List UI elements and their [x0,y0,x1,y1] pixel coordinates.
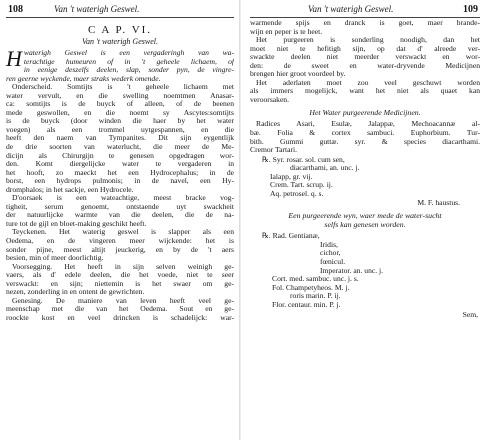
text-line: Teyckenen. Het waterig geswel is slapper als een [12,228,234,237]
recipe-2 [250,232,480,309]
text-line: in eenige deszelfs deelen, slap, sonder pyn, de vingre- [23,66,234,75]
text-line: de drie soorten van waterlucht, die meer de Me- [6,143,234,152]
recipe-line: Crem. Tart. scrup. ij. [270,180,333,190]
running-head [6,3,234,18]
text-line: is de buyck (door winden die haer by het water [6,117,234,126]
recipe-line: ℞. Syr. rosar. sol. cum sen, [262,154,345,164]
running-title: Van 't waterigh Geswel. [308,4,394,14]
recipe-line: cichor, [320,248,341,258]
text-line: Radices Asari, Esulæ, Jalappæ, Mechoacannæ al- [256,120,480,129]
recipe-line: Fol. Champetyheos. M. j. [272,282,350,292]
page-number: 109 [463,4,478,15]
body-text [6,46,234,323]
text-line: Het purgeeren is sonderling noodigh, dan het [256,36,480,45]
text-line: Genesing. De maniere van leven heeft veel ge- [12,296,234,305]
text-line: bæ. Folia & cortex sambuci. Euphorbium. Tur- [250,129,480,138]
recipe-line: Aq. petrosel. q. s. [270,189,324,199]
text-line: brengen hier groot voordeel by. [250,70,346,79]
text-line: water vervult, en die swelling noemtmen Anasar- [6,91,234,100]
text-line: terachtige humeuren of in 't geheele lichaem, of [23,57,234,66]
section-heading: selfs kan genesen worden. [324,220,406,230]
text-line: den: de sweet en water-dryvende Medicijnen [250,61,480,70]
running-title: Van 't waterigh Geswel. [54,4,140,14]
text-line: borst, een hydrops pulmonis; in de navel, een Hy- [6,177,234,186]
text-line: roockte kost en veel drincken is schadelijck: war- [6,313,234,322]
book-gutter [239,0,241,440]
recipe-line: Ialapp, gr. vij. [270,171,313,181]
text-line: D'oorsaek is een wateachtige, meest bracke vog- [12,194,234,203]
text-line: swackte deelen niet meerder verswackt en wor- [250,53,480,62]
text-line: nezen, zonderling in en ontent de gewrichten. [6,288,145,297]
running-head [250,3,480,18]
text-line: Oedema, en de vingeren meer wijckende: het is [6,237,234,246]
text-line: veroorsaken. [250,95,290,104]
text-line: mede geswollen, en die noemt sy Ascytes:somtijts [6,108,234,117]
text-line: Onderscheid. Somtijts is 't geheele lichaem met [12,83,234,92]
drop-cap: H [6,46,22,71]
chapter-title: C A P. VI. [87,24,153,36]
text-line: der natuurlijcke warmte van die deelen, die de na- [6,211,234,220]
recipe-line: fœnicul. [320,257,346,266]
text-line: voegen) als een trommel uytgespannen, en die [6,125,234,134]
text-line: het hooft, zo maeckt het een Hydrocephalus; in de [6,168,234,177]
ingredient-list [250,120,480,154]
text-line: sonder pijne, meest altijt jeuckerig, en by de 't aers [6,245,234,254]
text-line: vaers, als d' edele deelen, die het voede, niet te seer [6,271,234,280]
text-line: Cremor Tartari. [250,146,297,155]
recipe-line: Flor. centaur. min. P. j. [272,299,341,309]
text-line: ca: somtijts is de buyck of alleen, of de beenen [6,100,234,109]
text-line: meenschap met die van het Oedema. Sout en ge- [6,305,234,314]
section-heading: Een purgeerende wyn, waer mede de water-sucht [288,211,442,221]
text-line: heeft den naem van Tympanites. Dit sijn eygentlijk [6,134,234,143]
text-line: dicijn als Chirurgijn te genesen opgedragen wor- [6,151,234,160]
recipe-1 [250,156,480,208]
text-line: wijn en peper is te heet. [250,27,323,36]
recipe-line: Imperator. an. unc. j. [320,265,384,275]
text-line: dromphalos; in het sackje, een Hydrocele. [6,185,134,194]
recipe-line: diacarthami, an. unc. j. [290,163,360,173]
text-line: warmende spijs en dranck is goet, maer brande- [250,19,480,27]
recipe-line: Iridis, [320,239,338,249]
text-line: als immers mogelijck, want het niet als quaet kan [250,87,480,96]
text-line: besien, min of meer doorlichtig. [6,254,104,263]
text-line: Voorsegging. Het heeft in sijn selven weinigh ge- [12,262,234,271]
text-line: den. Komt diergelijcke water te vergaderen in [6,160,234,169]
text-line: tigheit, serum genoemt, ontstaende uyt swackheit [6,202,234,211]
section-heading: Het Water purgeerende Medicijnen. [309,108,421,118]
text-line: bith. Gummi guttæ. syr. & species diacarthami. [250,137,480,146]
text-line: ren geerne wyckende, maer straks wederk omende. [6,74,161,83]
body-text [250,19,480,104]
recipe-line: ℞. Rad. Gentianæ, [262,231,320,241]
text-line: verswackt: en sijn; niettemin is het swaer om ge- [6,279,234,288]
page-number: 108 [8,4,23,15]
recipe-line: roris marin. P. ij. [290,291,341,301]
catchword: Sem, [462,309,478,319]
right-page [250,0,480,440]
chapter-subtitle: Van 't waterigh Geswel. [82,37,158,46]
text-line: Het aderlaten moet zoo veel geschuwt worden [256,78,480,87]
left-page [6,0,234,440]
recipe-line: Cort. med. sambuc. unc. j. s. [272,274,359,284]
text-line: waterigh Geswel is een vergaderingh van wa- [23,49,234,57]
recipe-signature: M. F. haustus. [417,197,460,207]
text-line: moet niet te hefitigh sijn, op dat d' alreede ver- [250,44,480,53]
text-line: ture tot de gijl en bloet-making geschikt heeft. [6,219,147,228]
